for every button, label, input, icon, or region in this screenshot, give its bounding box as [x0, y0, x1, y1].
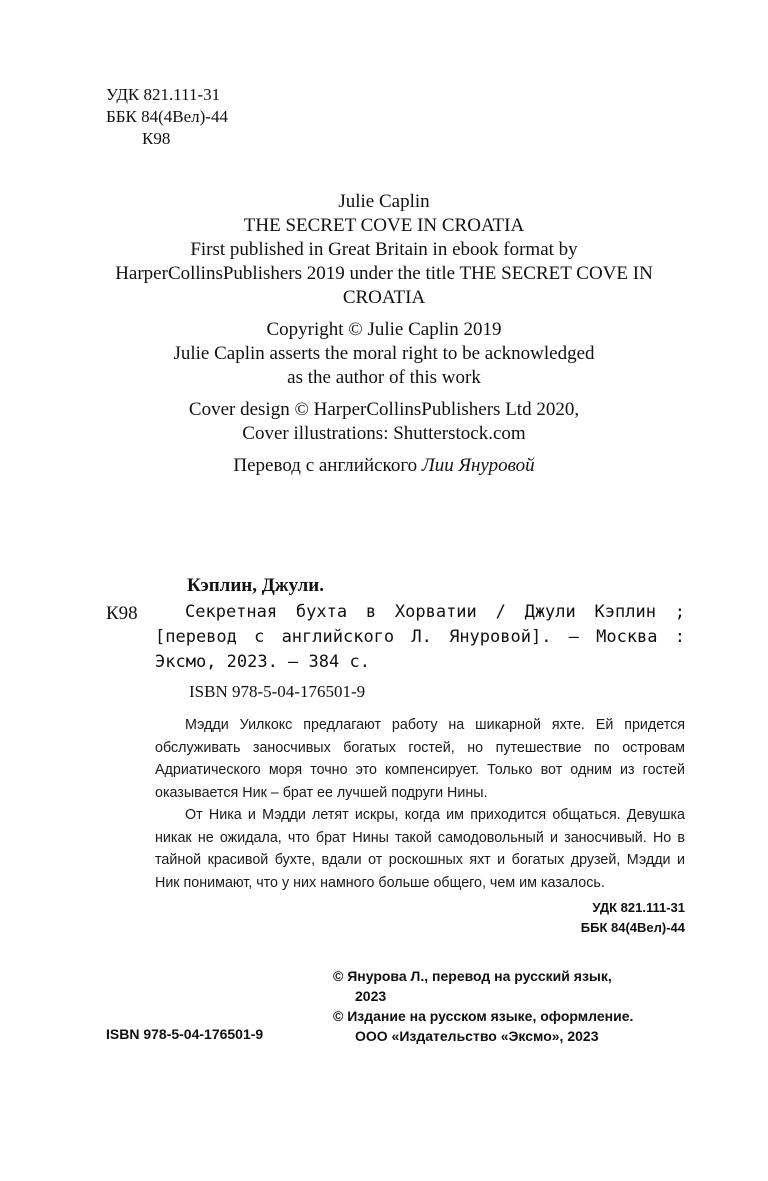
translation-copyright-line-2: 2023: [355, 988, 387, 1004]
original-credits: [80, 190, 688, 478]
annotation-paragraph-1: Мэдди Уилкокс предлагают работу на шикарной яхте. Ей придется обслуживать заносчивых богатых гостей, но путешествие по островам Адриатического моря точно это компенсирует. Только вот одним из гостей оказывается Ник – брат ее лучшей подруги Нины.: [155, 717, 685, 801]
author-mark: К98: [142, 129, 171, 148]
published-line-1: First published in Great Britain in ebook format by: [190, 239, 578, 260]
translator-name: Лии Януровой: [421, 455, 535, 476]
published-line-2: HarperCollinsPublishers 2019 under the title THE SECRET COVE IN CROATIA: [115, 263, 653, 308]
translation-copyright-line-1: © Янурова Л., перевод на русский язык,: [333, 968, 612, 984]
annotation-paragraph-2: От Ника и Мэдди летят искры, когда им приходится общаться. Девушка никак не ожидала, что брат Нины такой самодовольный и заносчивый. Но в тайной красивой бухте, вдали от роскошных яхт и богатых друзей, Мэдди и Ник понимают, что у них намного больше общего, чем им казалось.: [155, 807, 685, 891]
bbk-code: ББК 84(4Вел)-44: [106, 107, 228, 126]
udk-code: УДК 821.111-31: [106, 85, 221, 104]
title-english: THE SECRET COVE IN CROATIA: [243, 215, 525, 236]
bibliographic-author: Кэплин, Джули.: [187, 575, 324, 596]
translation-prefix: Перевод с английского: [233, 455, 418, 476]
bibliographic-author-mark: К98: [106, 603, 138, 624]
udk-code-repeat: УДК 821.111-31: [592, 900, 685, 915]
moral-right-line-2: as the author of this work: [287, 367, 481, 388]
copyright-english: Copyright © Julie Caplin 2019: [266, 319, 502, 340]
russian-copyright: [333, 966, 693, 1046]
author-english: Julie Caplin: [338, 191, 430, 212]
edition-copyright-line-1: © Издание на русском языке, оформление.: [333, 1008, 634, 1024]
isbn-footer: ISBN 978-5-04-176501-9: [106, 1026, 264, 1042]
cover-illustrations: Cover illustrations: Shutterstock.com: [242, 423, 526, 444]
edition-copyright-line-2: ООО «Издательство «Эксмо», 2023: [355, 1028, 599, 1044]
classification-repeat: [540, 898, 685, 938]
bbk-code-repeat: ББК 84(4Вел)-44: [580, 920, 685, 935]
annotation: [155, 714, 685, 894]
moral-right-line-1: Julie Caplin asserts the moral right to be acknowledged: [173, 343, 595, 364]
cover-design: Cover design © HarperCollinsPublishers Ltd 2020,: [188, 399, 580, 420]
classification-codes: [106, 84, 228, 150]
bibliographic-description: Секретная бухта в Хорватии / Джули Кэплин ; [перевод с английского Л. Януровой]. — Москва : Эксмо, 2023. — 384 с.: [155, 602, 685, 672]
translation-credit: [80, 454, 688, 478]
bibliographic-isbn: ISBN 978-5-04-176501-9: [189, 682, 366, 701]
